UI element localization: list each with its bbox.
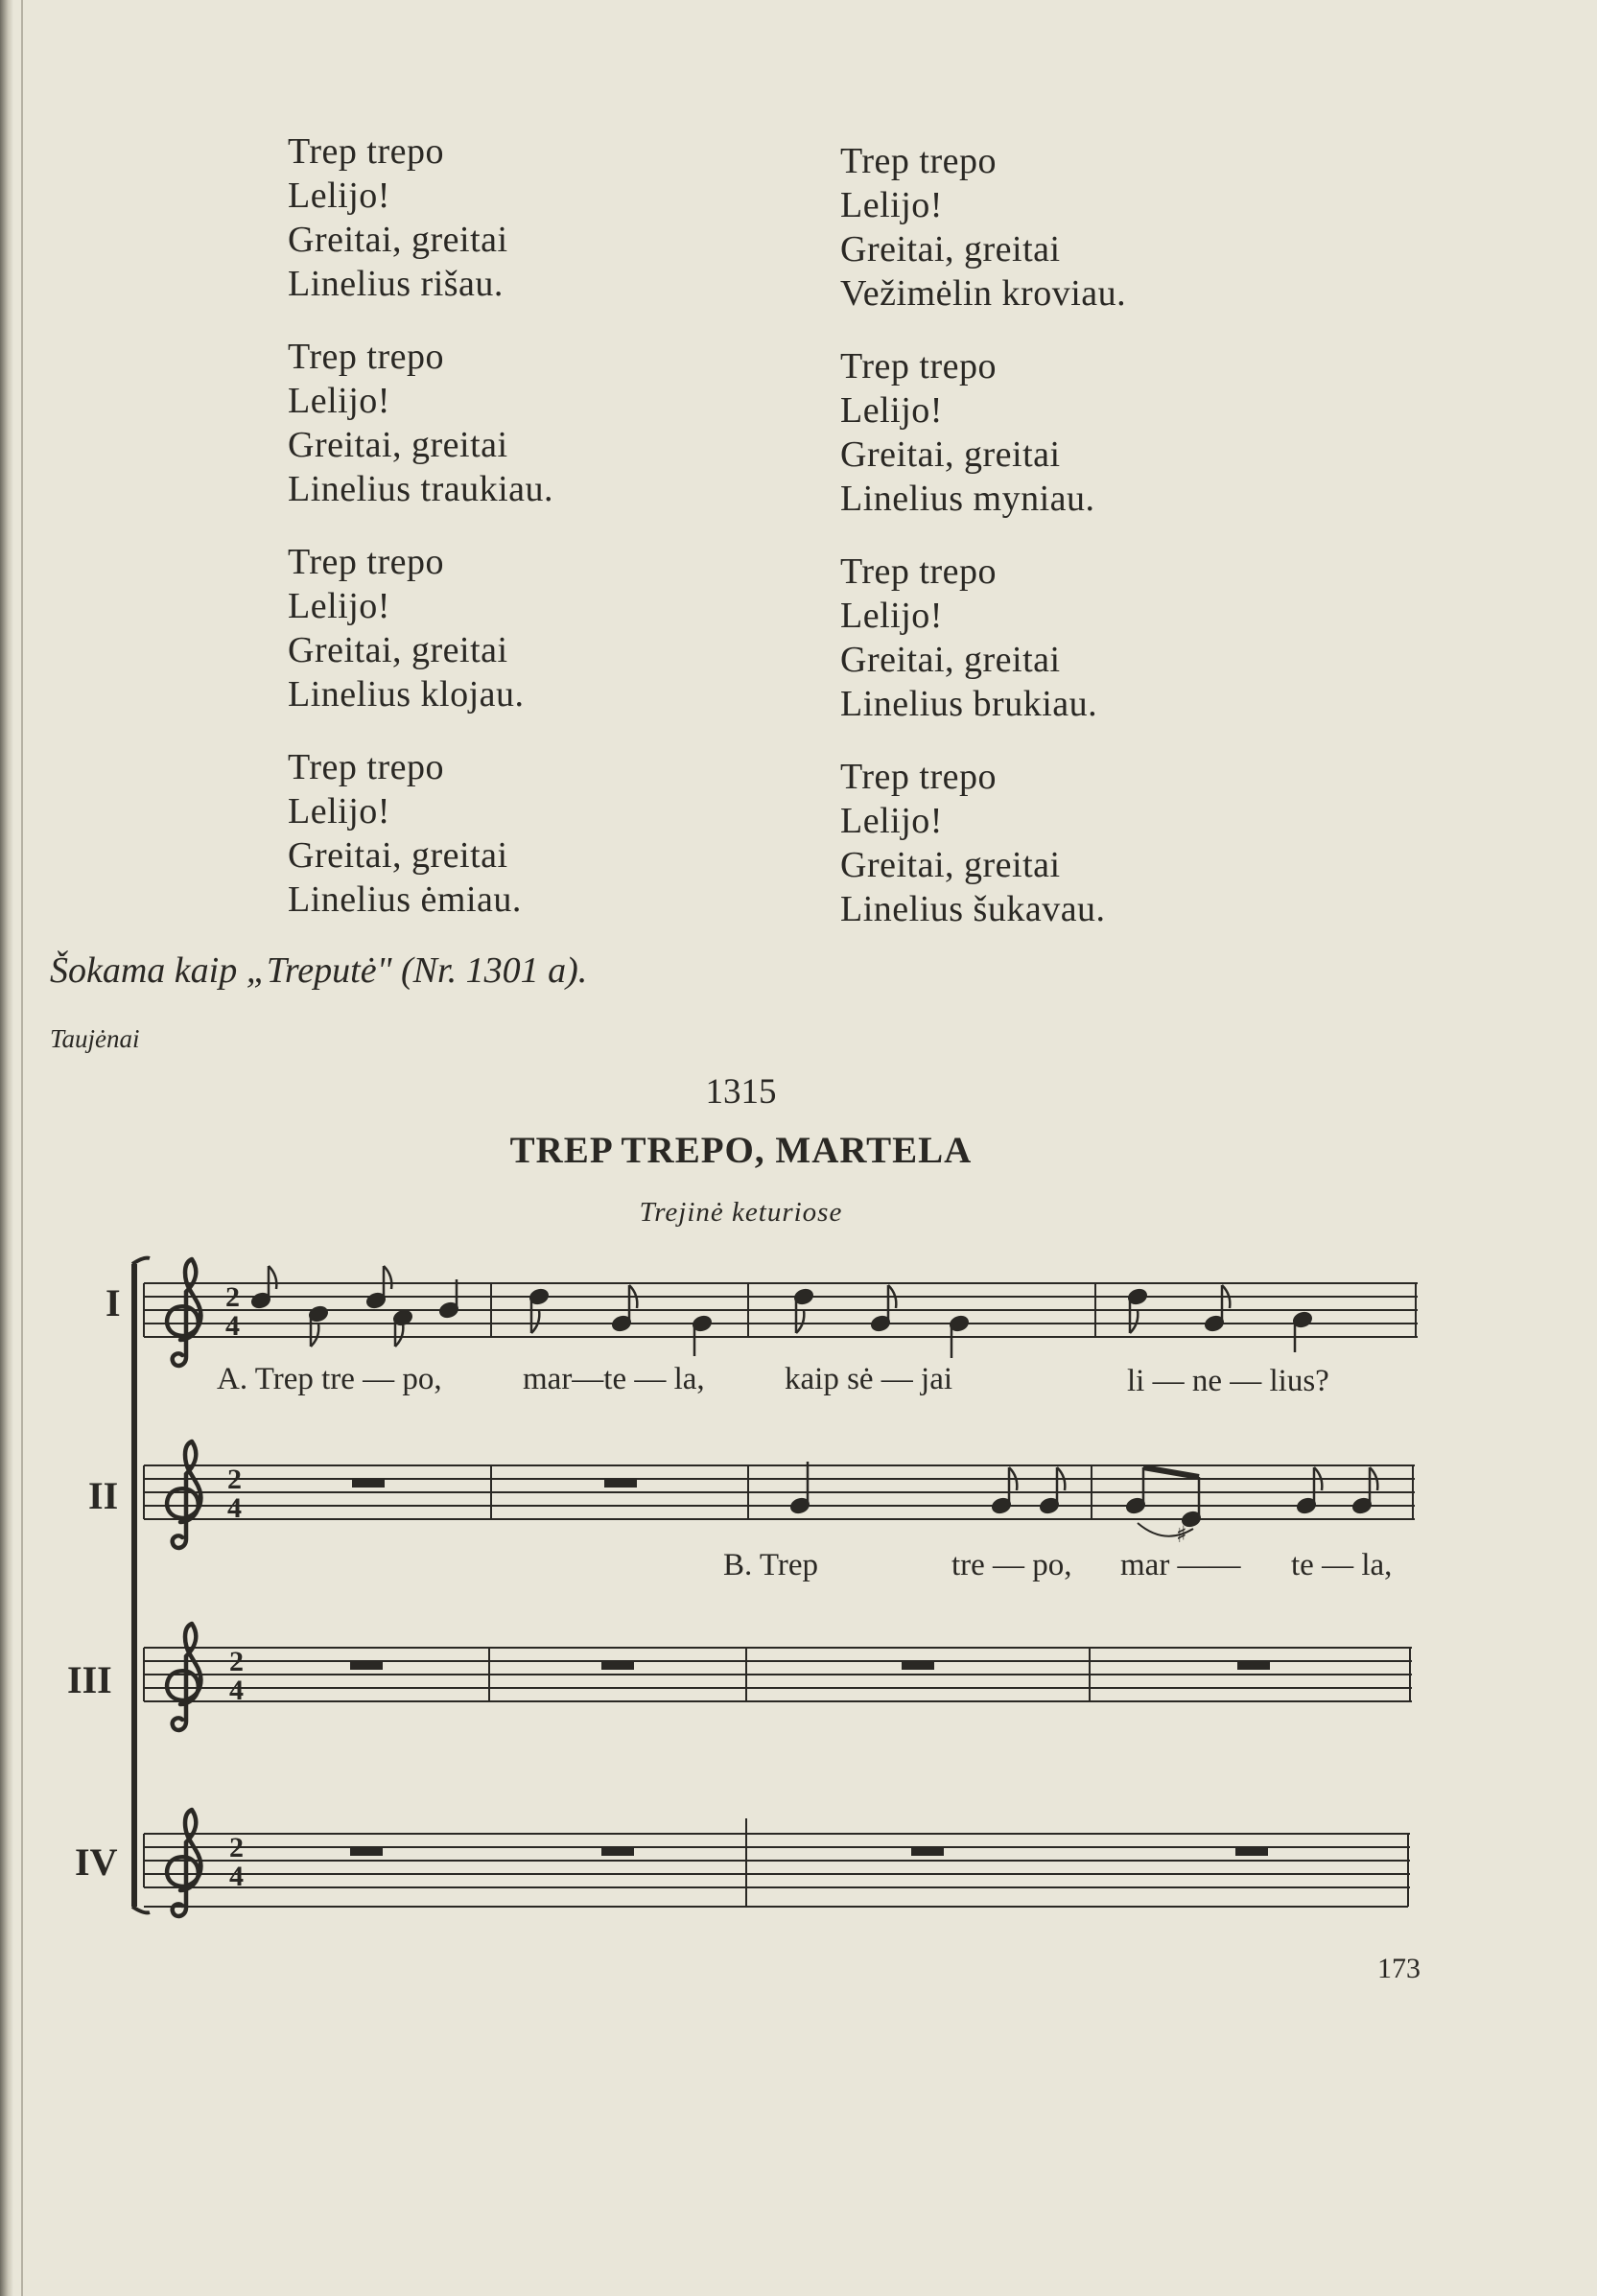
time-signature-bottom: 4	[227, 1492, 242, 1524]
stanza-line: Greitai, greitai	[288, 630, 508, 670]
lyric-voice-1: li — ne — lius?	[1127, 1364, 1329, 1398]
stanza-line: Greitai, greitai	[840, 229, 1061, 269]
staff-voice-1	[144, 1259, 1418, 1366]
song-number: 1315	[705, 1072, 777, 1112]
song-title: TREP TREPO, MARTELA	[509, 1130, 973, 1171]
stanza-line: Lelijo!	[288, 791, 390, 832]
treble-clef-icon	[167, 1441, 200, 1548]
stanza-line: Greitai, greitai	[840, 845, 1061, 885]
time-signature-bottom: 4	[225, 1310, 240, 1342]
voice-label-4: IV	[75, 1840, 118, 1884]
lyric-voice-2: B. Trep	[723, 1548, 819, 1582]
treble-clef-icon	[167, 1259, 200, 1366]
lyric-voice-1: kaip sė — jai	[785, 1362, 953, 1396]
time-signature-top: 2	[225, 1281, 240, 1313]
time-signature-top: 2	[227, 1464, 242, 1495]
voice-label-2: II	[88, 1474, 119, 1517]
place-name: Taujėnai	[50, 1024, 140, 1053]
stanza-line: Trep trepo	[840, 346, 997, 387]
stanza-line: Greitai, greitai	[288, 220, 508, 260]
stanza-line: Linelius ėmiau.	[288, 879, 522, 920]
stanza-line: Trep trepo	[840, 757, 997, 797]
stanza-line: Lelijo!	[288, 381, 390, 421]
lyric-voice-2: tre — po,	[951, 1548, 1072, 1582]
time-signature-bottom: 4	[229, 1675, 244, 1706]
voice-label-1: I	[106, 1281, 121, 1324]
stanza-line: Greitai, greitai	[288, 425, 508, 465]
stanza-line: Linelius traukiau.	[288, 469, 554, 509]
treble-clef-icon	[167, 1810, 200, 1916]
stanza-line: Lelijo!	[288, 586, 390, 626]
stanza-line: Lelijo!	[840, 185, 943, 225]
stanza-line: Trep trepo	[840, 551, 997, 592]
stanza-line: Linelius rišau.	[288, 264, 504, 304]
voice-label-3: III	[67, 1658, 112, 1701]
whole-rest-icon	[352, 1479, 385, 1488]
stanza-line: Linelius šukavau.	[840, 889, 1106, 929]
time-signature-top: 2	[229, 1646, 244, 1677]
svg-text:♯: ♯	[1176, 1521, 1187, 1548]
whole-rest-icon	[601, 1847, 634, 1856]
stanza-line: Trep trepo	[288, 131, 444, 172]
whole-rest-icon	[902, 1661, 934, 1670]
lyric-voice-2: te — la,	[1291, 1548, 1393, 1582]
staff-voice-2	[144, 1441, 1415, 1548]
stanza-line: Lelijo!	[288, 176, 390, 216]
time-signature-bottom: 4	[229, 1861, 244, 1892]
stanza-line: Greitai, greitai	[840, 640, 1061, 680]
stanza-line: Trep trepo	[288, 542, 444, 582]
stanza-line: Linelius brukiau.	[840, 684, 1098, 724]
stanza-line: Linelius klojau.	[288, 674, 525, 715]
song-subtitle: Trejinė keturiose	[639, 1197, 843, 1228]
whole-rest-icon	[1235, 1847, 1268, 1856]
stanza-line: Lelijo!	[840, 801, 943, 841]
stanza-line: Lelijo!	[840, 390, 943, 431]
whole-rest-icon	[601, 1661, 634, 1670]
whole-rest-icon	[1237, 1661, 1270, 1670]
whole-rest-icon	[350, 1661, 383, 1670]
stanza-line: Trep trepo	[288, 337, 444, 377]
lyric-voice-2: mar ——	[1120, 1548, 1241, 1582]
stanza-line: Trep trepo	[288, 747, 444, 787]
stanza-line: Vežimėlin kroviau.	[840, 273, 1127, 314]
time-signature-top: 2	[229, 1832, 244, 1863]
staff-voice-4	[144, 1810, 1410, 1916]
page-number: 173	[1377, 1953, 1421, 1984]
stanza-line: Greitai, greitai	[840, 434, 1061, 475]
whole-rest-icon	[911, 1847, 944, 1856]
staff-voice-3	[144, 1624, 1412, 1730]
system-bracket	[132, 1258, 150, 1913]
whole-rest-icon	[604, 1479, 637, 1488]
treble-clef-icon	[167, 1624, 200, 1730]
notes-voice-1	[250, 1266, 1312, 1358]
whole-rest-icon	[350, 1847, 383, 1856]
stanza-line: Trep trepo	[840, 141, 997, 181]
stanza-line: Lelijo!	[840, 596, 943, 636]
stanza-line: Greitai, greitai	[288, 835, 508, 876]
dance-note: Šokama kaip „Treputė" (Nr. 1301 a).	[50, 950, 588, 991]
stanza-line: Linelius myniau.	[840, 479, 1095, 519]
lyric-voice-1: mar—te — la,	[523, 1362, 705, 1396]
lyric-voice-1: A. Trep tre — po,	[217, 1362, 442, 1396]
